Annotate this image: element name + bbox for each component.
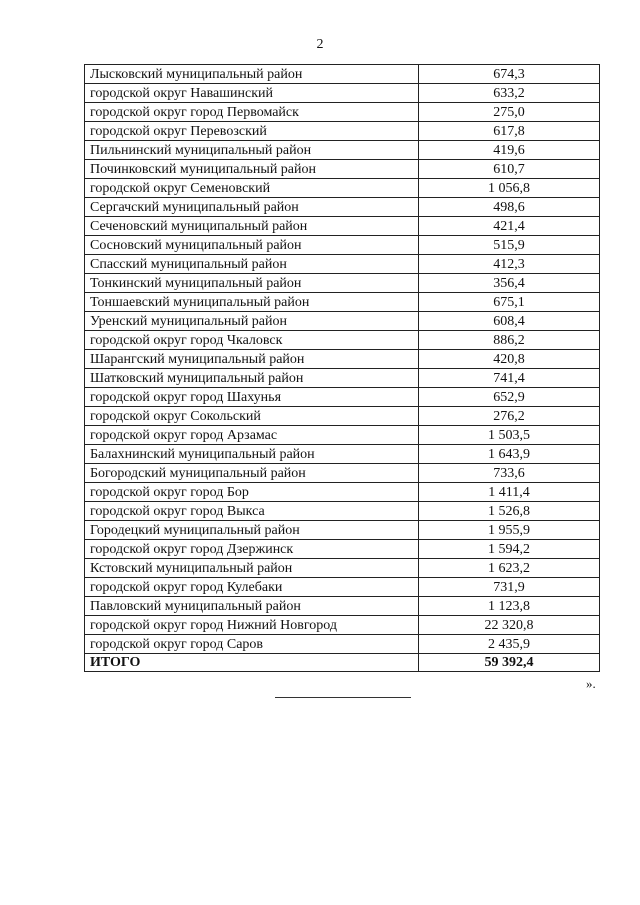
separator-line — [275, 697, 411, 698]
region-name-cell: городской округ город Шахунья — [85, 388, 419, 407]
region-name-cell: городской округ город Чкаловск — [85, 331, 419, 350]
region-value-cell: 1 056,8 — [419, 179, 600, 198]
table-row — [85, 217, 600, 236]
region-value-cell: 675,1 — [419, 293, 600, 312]
table-row — [85, 616, 600, 635]
region-value-cell: 1 526,8 — [419, 502, 600, 521]
table-row — [85, 445, 600, 464]
table-row — [85, 407, 600, 426]
region-value-cell: 276,2 — [419, 407, 600, 426]
region-name-cell: городской округ город Саров — [85, 635, 419, 654]
region-name-cell: городской округ город Арзамас — [85, 426, 419, 445]
region-name-cell: городской округ Навашинский — [85, 84, 419, 103]
region-name-cell: Починковский муниципальный район — [85, 160, 419, 179]
total-value: 59 392,4 — [419, 654, 600, 672]
region-name-cell: Тонкинский муниципальный район — [85, 274, 419, 293]
region-value-cell: 1 411,4 — [419, 483, 600, 502]
region-name-cell: Лысковский муниципальный район — [85, 65, 419, 84]
table-row — [85, 331, 600, 350]
region-value-cell: 275,0 — [419, 103, 600, 122]
region-name-cell: Сосновский муниципальный район — [85, 236, 419, 255]
region-value-cell: 731,9 — [419, 578, 600, 597]
table-row — [85, 578, 600, 597]
table-row — [85, 122, 600, 141]
region-value-cell: 498,6 — [419, 198, 600, 217]
region-name-cell: Сеченовский муниципальный район — [85, 217, 419, 236]
table-row — [85, 179, 600, 198]
region-value-cell: 633,2 — [419, 84, 600, 103]
region-value-cell: 356,4 — [419, 274, 600, 293]
region-name-cell: Пильнинский муниципальный район — [85, 141, 419, 160]
region-value-cell: 412,3 — [419, 255, 600, 274]
table-row — [85, 103, 600, 122]
region-value-cell: 733,6 — [419, 464, 600, 483]
table-row — [85, 521, 600, 540]
table-row — [85, 559, 600, 578]
table-row — [85, 540, 600, 559]
table-row — [85, 293, 600, 312]
region-name-cell: городской округ город Первомайск — [85, 103, 419, 122]
page-number: 2 — [316, 37, 324, 52]
table-row — [85, 312, 600, 331]
total-label: ИТОГО — [85, 654, 419, 672]
region-value-cell: 610,7 — [419, 160, 600, 179]
table-row — [85, 141, 600, 160]
regions-table — [84, 64, 600, 672]
region-value-cell: 608,4 — [419, 312, 600, 331]
table-row — [85, 65, 600, 84]
region-name-cell: Уренский муниципальный район — [85, 312, 419, 331]
region-name-cell: городской округ Перевозский — [85, 122, 419, 141]
closing-quote-mark: ». — [586, 676, 596, 691]
region-value-cell: 1 503,5 — [419, 426, 600, 445]
region-value-cell: 1 594,2 — [419, 540, 600, 559]
region-value-cell: 419,6 — [419, 141, 600, 160]
region-name-cell: Городецкий муниципальный район — [85, 521, 419, 540]
region-value-cell: 741,4 — [419, 369, 600, 388]
table-row — [85, 464, 600, 483]
region-name-cell: Тоншаевский муниципальный район — [85, 293, 419, 312]
table-row — [85, 160, 600, 179]
region-value-cell: 674,3 — [419, 65, 600, 84]
region-name-cell: городской округ город Дзержинск — [85, 540, 419, 559]
table-row — [85, 388, 600, 407]
table-row — [85, 597, 600, 616]
region-value-cell: 652,9 — [419, 388, 600, 407]
region-name-cell: Богородский муниципальный район — [85, 464, 419, 483]
region-value-cell: 886,2 — [419, 331, 600, 350]
region-name-cell: Сергачский муниципальный район — [85, 198, 419, 217]
region-name-cell: Балахнинский муниципальный район — [85, 445, 419, 464]
table-row — [85, 483, 600, 502]
region-value-cell: 421,4 — [419, 217, 600, 236]
table-row — [85, 198, 600, 217]
table-row — [85, 426, 600, 445]
table-row — [85, 502, 600, 521]
region-name-cell: Павловский муниципальный район — [85, 597, 419, 616]
region-name-cell: городской округ Семеновский — [85, 179, 419, 198]
table-row — [85, 369, 600, 388]
total-row — [85, 654, 600, 672]
region-name-cell: городской округ город Кулебаки — [85, 578, 419, 597]
region-name-cell: городской округ город Выкса — [85, 502, 419, 521]
region-value-cell: 1 955,9 — [419, 521, 600, 540]
table-row — [85, 236, 600, 255]
region-name-cell: городской округ город Бор — [85, 483, 419, 502]
region-name-cell: городской округ город Нижний Новгород — [85, 616, 419, 635]
region-name-cell: Шатковский муниципальный район — [85, 369, 419, 388]
region-value-cell: 1 623,2 — [419, 559, 600, 578]
table-row — [85, 84, 600, 103]
region-name-cell: Кстовский муниципальный район — [85, 559, 419, 578]
region-value-cell: 617,8 — [419, 122, 600, 141]
region-name-cell: городской округ Сокольский — [85, 407, 419, 426]
table-row — [85, 350, 600, 369]
table-row — [85, 274, 600, 293]
region-value-cell: 1 643,9 — [419, 445, 600, 464]
region-value-cell: 515,9 — [419, 236, 600, 255]
table-row — [85, 635, 600, 654]
regions-table-body — [85, 65, 600, 672]
region-name-cell: Шарангский муниципальный район — [85, 350, 419, 369]
region-value-cell: 420,8 — [419, 350, 600, 369]
region-value-cell: 2 435,9 — [419, 635, 600, 654]
region-value-cell: 22 320,8 — [419, 616, 600, 635]
region-value-cell: 1 123,8 — [419, 597, 600, 616]
region-name-cell: Спасский муниципальный район — [85, 255, 419, 274]
table-row — [85, 255, 600, 274]
